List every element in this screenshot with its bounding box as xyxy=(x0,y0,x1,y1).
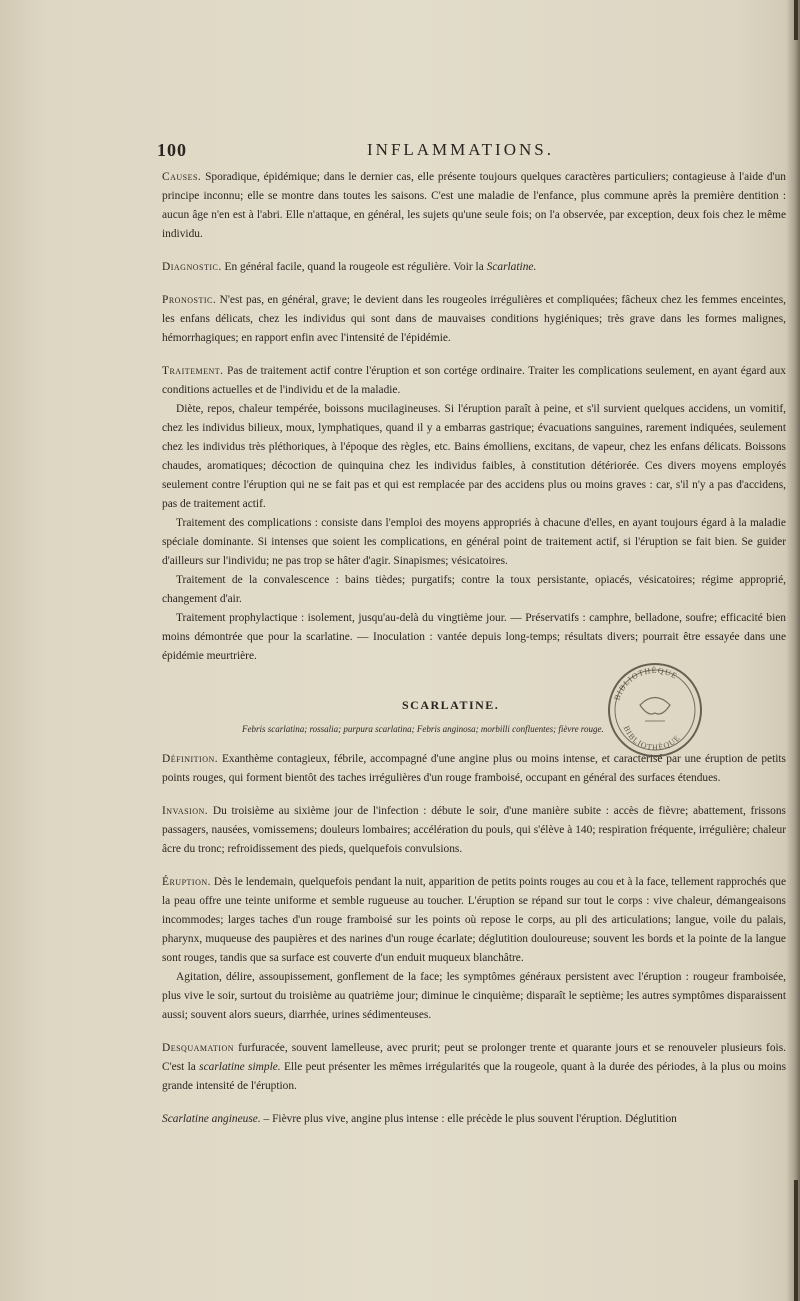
diagnostic-ref: Scarlatine. xyxy=(486,261,537,273)
traitement-paragraph-3: Traitement des complications : consiste dans l'emploi des moyens appropriés à chacune d'elles, en ayant toujours égard à la maladie spéciale dominante. Si intenses que soient les complications, en général point de traitement actif, si l'éruption se fait bien. Se guider d'ailleurs sur l'individu; ne pas trop se hâter d'agir. Sinapismes; vésicatoires. xyxy=(162,517,786,567)
diagnostic-label: Diagnostic. xyxy=(162,261,222,273)
running-head xyxy=(157,140,697,164)
causes-paragraph xyxy=(162,168,786,244)
pronostic-label: Pronostic. xyxy=(162,294,217,306)
invasion-label: Invasion. xyxy=(162,805,209,817)
diagnostic-text: En général facile, quand la rougeole est régulière. Voir la xyxy=(221,261,487,273)
desquamation-paragraph xyxy=(162,1039,786,1096)
eruption-label: Éruption. xyxy=(162,876,211,888)
traitement-paragraph-4: Traitement de la convalescence : bains tièdes; purgatifs; contre la toux persistante, opiacés, vésicatoires; régime approprié, changement d'air. xyxy=(162,574,786,605)
traitement-paragraph-2: Diète, repos, chaleur tempérée, boissons mucilagineuses. Si l'éruption paraît à peine, et s'il survient quelques accidens, un vomitif, chez les individus bilieux, moux, lymphatiques, quand il y a embarras gastrique; évacuations sanguines, rarement indiquées, seulement chez les individus très pléthoriques, à l'époque des règles, etc. Bains émolliens, excitans, de vapeur, chez les enfans délicats. Boissons chaudes, aromatiques; décoction de quinquina chez les individus faibles, à constitution détériorée. Ces divers moyens employés seulement contre l'éruption qui ne se fait pas et qui est remplacée par des accidens plus ou moins graves : car, s'il n'y a pas d'accidens, pas de traitement actif. xyxy=(162,403,786,510)
section-heading-scarlatine: SCARLATINE. xyxy=(402,698,500,712)
body-text xyxy=(162,168,786,1129)
angineuse-paragraph xyxy=(162,1110,786,1129)
pronostic-text: N'est pas, en général, grave; le devient dans les rougeoles irrégulières et compliquées; fâcheux chez les femmes enceintes, les enfans délicats, chez les individus qui sont dans de mauvaises conditions hygiéniques; très grave dans les formes malignes, hémorrhagiques; en rapport enfin avec l'intensité de l'épidémie. xyxy=(162,294,786,344)
edge-mark xyxy=(794,1180,798,1301)
eruption-text: Dès le lendemain, quelquefois pendant la nuit, apparition de petits points rouges au cou et à la face, tellement rapprochés que la peau offre une teinte uniforme et semble rugueuse au toucher. L'éruption se répand sur tout le corps : vive chaleur, démangeaisons incommodes; larges taches d'un rouge framboisé sur les points où repose le corps, au pli des articulations; langue, voile du palais, pharynx, muqueuse des paupières et des narines d'un rouge écarlate; déglutition douloureuse; souvent les bords et la pointe de la langue sont rouges, tandis que sa surface est couverte d'un enduit muqueux blanchâtre. xyxy=(162,876,786,964)
traitement-paragraph-5: Traitement prophylactique : isolement, jusqu'au-delà du vingtième jour. — Préservatifs : camphre, belladone, soufre; efficacité bien moins démontrée que pour la scarlatine. — Inoculation : vantée depuis long-temps; résultats divers; pourrait être essayée dans une épidémie meurtrière. xyxy=(162,612,786,662)
page-edge-shadow xyxy=(786,0,800,1301)
desquamation-ref: scarlatine simple. xyxy=(199,1061,281,1073)
causes-text: Sporadique, épidémique; dans le dernier cas, elle présente toujours quelques caractères particuliers; contagieuse à l'aide d'un principe inconnu; elle se montre dans toutes les saisons. C'est une maladie de l'enfance, plus commune après la première dentition : aucun âge n'en est à l'abri. Elle n'attaque, en général, les sujets qu'une seule fois; on l'a observée, par exception, deux fois chez le même individu. xyxy=(162,171,786,240)
invasion-paragraph xyxy=(162,802,786,859)
library-stamp-icon xyxy=(600,655,710,765)
eruption-paragraph xyxy=(162,873,786,968)
traitement-label: Traitement. xyxy=(162,365,224,377)
desquamation-text-a: furfuracée, souvent lamelleuse, avec prurit; peut se prolonger trente et quarante jours et se renouveler plusieurs fois. C'est la xyxy=(162,1042,786,1073)
svg-text:BIBLIOTHÈQUE: BIBLIOTHÈQUE xyxy=(612,665,680,702)
invasion-text: Du troisième au sixième jour de l'infection : débute le soir, d'une manière subite : accès de fièvre; abattement, frissons passagers, nausées, vomissemens; douleurs lombaires; accélération du pouls, qui s'élève à 140; respiration fréquente, irrégulière; chaleur âcre du tronc; refroidissement des pieds, quelquefois convulsions. xyxy=(162,805,786,855)
running-title: INFLAMMATIONS. xyxy=(367,140,554,159)
diagnostic-paragraph xyxy=(162,258,786,277)
definition-label: Définition. xyxy=(162,753,219,765)
angineuse-label: Scarlatine angineuse. xyxy=(162,1113,261,1125)
desquamation-text-b: Elle peut présenter les mêmes irrégularités que la rougeole, quant à la durée des périodes, à la plus ou moins grande intensité de l'éruption. xyxy=(162,1061,787,1092)
page-number: 100 xyxy=(157,140,187,160)
edge-mark xyxy=(794,0,798,40)
eruption-paragraph-2: Agitation, délire, assoupissement, gonflement de la face; les symptômes généraux persistent avec l'éruption : rougeur framboisée, plus vive le soir, surtout du troisième au quatrième jour; diminue le cinquième; disparaît le septième; les autres symptômes disparaissent aussi; souvent alors sueurs, diarrhée, urines sédimenteuses. xyxy=(162,971,786,1021)
desquamation-label: Desquamation xyxy=(162,1042,235,1054)
svg-text:BIBLIOTHÈQUE: BIBLIOTHÈQUE xyxy=(621,724,683,753)
causes-label: Causes. xyxy=(162,171,202,183)
traitement-text: Pas de traitement actif contre l'éruption et son cortége ordinaire. Traiter les complications seulement, en ayant égard aux conditions actuelles et de l'individu et de la maladie. xyxy=(162,365,786,396)
scarlatine-synonyms: Febris scarlatina; rossalia; purpura scarlatina; Febris anginosa; morbilli confluentes; fièvre rouge. xyxy=(242,724,604,734)
angineuse-text: – Fièvre plus vive, angine plus intense : elle précède le plus souvent l'éruption. Déglutition xyxy=(260,1113,677,1125)
definition-text: Exanthème contagieux, fébrile, accompagné d'une angine plus ou moins intense, et caractérisé par une éruption de petits points rouges, qui forment bientôt des taches irrégulières d'un rouge framboisé, occupant en général des surfaces étendues. xyxy=(162,753,786,784)
pronostic-paragraph xyxy=(162,291,786,348)
traitement-paragraph xyxy=(162,362,786,400)
